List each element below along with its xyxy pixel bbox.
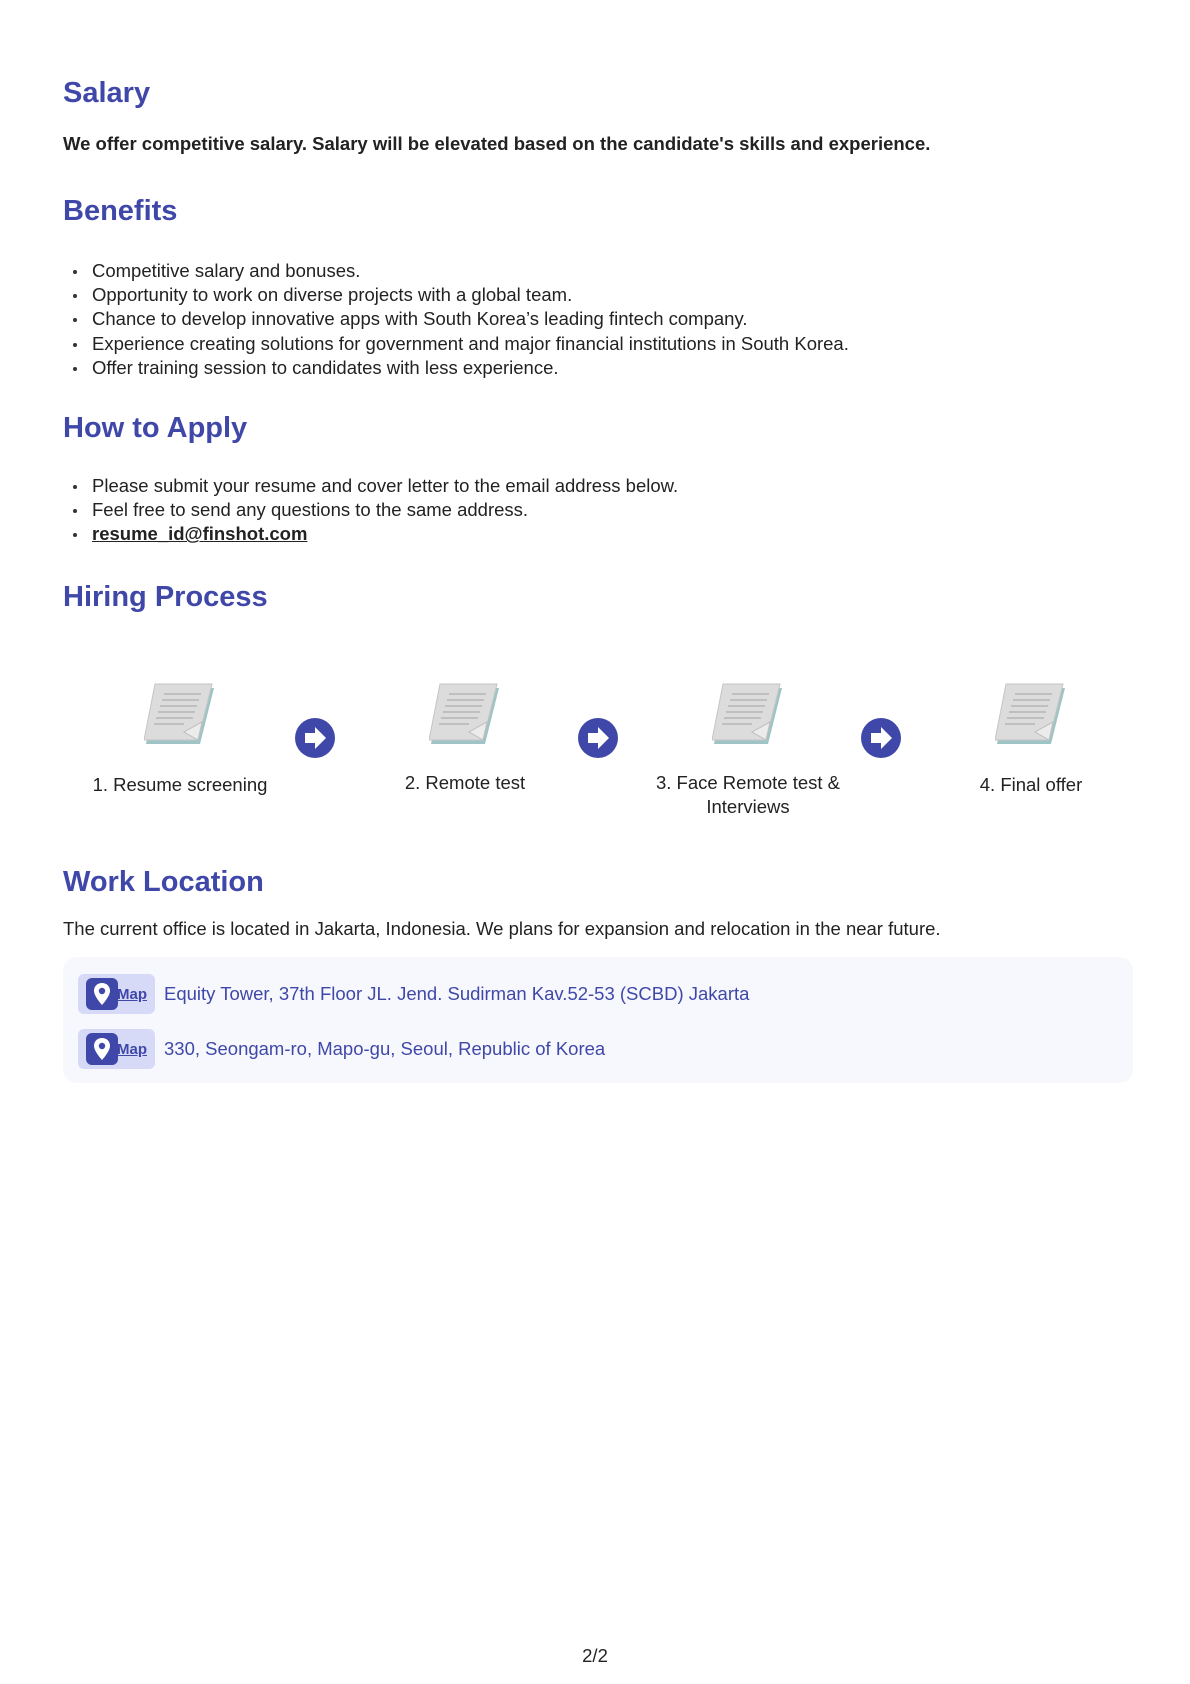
map-link[interactable]: Map	[117, 1040, 147, 1058]
step-label: 1. Resume screening	[92, 774, 268, 795]
arrow-right-icon	[295, 718, 335, 758]
map-pin-icon	[86, 978, 118, 1010]
location-row	[78, 1029, 605, 1069]
list-item	[63, 522, 678, 546]
document-icon	[995, 680, 1067, 746]
document-icon	[429, 680, 501, 746]
arrow-right-icon	[861, 718, 901, 758]
hiring-process	[63, 680, 1133, 830]
map-pin-icon	[86, 1033, 118, 1065]
page-number: 2/2	[582, 1645, 608, 1666]
process-step	[633, 680, 863, 819]
list-item: Please submit your resume and cover letter to the email address below.	[63, 474, 678, 498]
list-item: Experience creating solutions for government and major financial institutions in South Korea.	[63, 332, 849, 356]
email-link[interactable]: resume_id@finshot.com	[92, 523, 308, 545]
document-icon	[712, 680, 784, 746]
list-item: Offer training session to candidates with less experience.	[63, 356, 849, 380]
step-label: 4. Final offer	[979, 774, 1083, 795]
list-item: Feel free to send any questions to the same address.	[63, 498, 678, 522]
hiring-heading: Hiring Process	[63, 581, 268, 613]
process-step	[350, 680, 580, 795]
process-step	[916, 680, 1146, 797]
location-row	[78, 974, 749, 1014]
list-item: Chance to develop innovative apps with South Korea’s leading fintech company.	[63, 307, 849, 331]
address-text: Equity Tower, 37th Floor JL. Jend. Sudirman Kav.52-53 (SCBD) Jakarta	[164, 983, 750, 1004]
location-box	[63, 957, 1133, 1083]
list-item: Opportunity to work on diverse projects with a global team.	[63, 283, 849, 307]
apply-heading: How to Apply	[63, 412, 248, 444]
location-heading: Work Location	[63, 866, 264, 898]
process-step	[65, 680, 295, 797]
address-text: 330, Seongam-ro, Mapo-gu, Seoul, Republic of Korea	[164, 1038, 606, 1059]
list-item: Competitive salary and bonuses.	[63, 259, 849, 283]
step-label: 3. Face Remote test & Interviews	[655, 772, 841, 817]
benefits-list	[63, 259, 849, 380]
location-intro: The current office is located in Jakarta, Indonesia. We plans for expansion and relocation in the near future.	[63, 918, 941, 939]
arrow-right-icon	[578, 718, 618, 758]
salary-heading: Salary	[63, 77, 151, 109]
document-icon	[144, 680, 216, 746]
apply-list	[63, 474, 678, 547]
step-label: 2. Remote test	[404, 772, 526, 793]
map-link[interactable]: Map	[117, 985, 147, 1003]
salary-text: We offer competitive salary. Salary will be elevated based on the candidate's skills and experience.	[63, 133, 931, 154]
benefits-heading: Benefits	[63, 195, 178, 227]
